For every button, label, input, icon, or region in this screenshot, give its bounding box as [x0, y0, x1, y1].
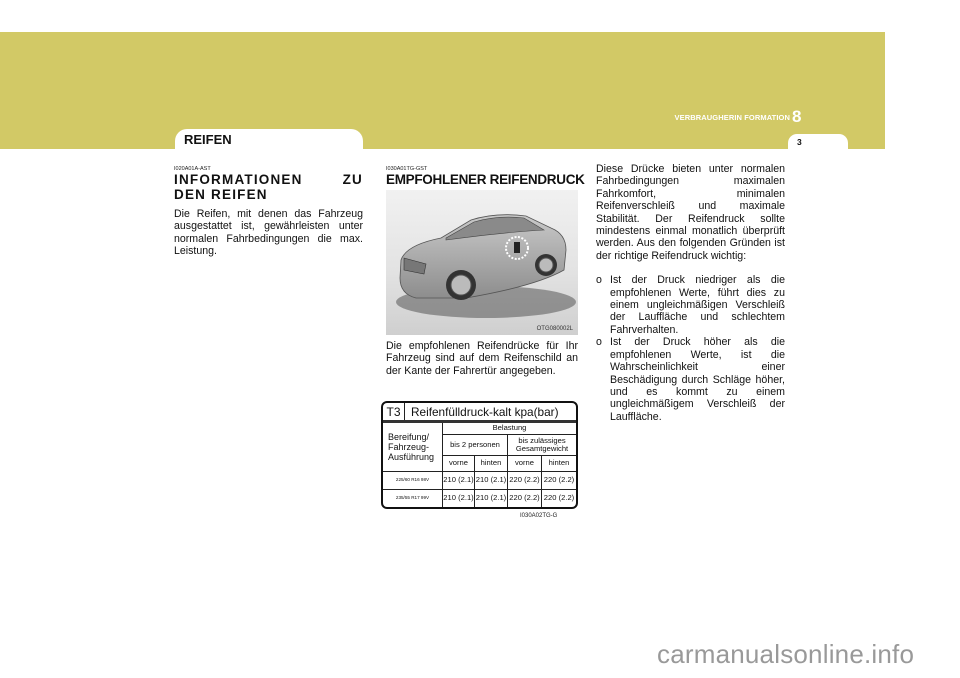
bullet-marker: o	[596, 274, 602, 287]
pressure-value: 210 (2.1)	[443, 472, 475, 490]
header-band	[0, 32, 885, 149]
column-tire-info	[174, 166, 363, 258]
pressure-value: 220 (2.2)	[543, 493, 575, 503]
column-pressure-reasons	[596, 163, 785, 423]
section-body: Die empfohlenen Reifendrücke für Ihr Fahrzeug sind auf dem Reifenschild an der Kante der Fahrertür angegeben.	[386, 340, 578, 377]
chapter-number: 8	[792, 107, 802, 126]
pressure-value: 210 (2.1)	[475, 472, 508, 490]
bullet-text: Ist der Druck höher als die empfohlenen Werte, ist die Wahrscheinlichkeit einer Beschädigung durch Schläge höher, und es kommt zu einem ungleichmäßigem Verschleiß der Lauffläche.	[610, 336, 785, 423]
pressure-value: 220 (2.2)	[508, 472, 542, 490]
axle-header: hinten	[542, 456, 576, 472]
table-title-row	[383, 403, 576, 423]
table-grid	[383, 423, 576, 508]
intro-paragraph: Diese Drücke bieten unter normalen Fahrbedingungen maximalen Fahrkomfort, minimalen Reifenverschleiß und maximale Stabilität. Der Reifendruck sollte mindestens einmal monatlich überprüft werden. Aus den folgenden Gründen ist der richtige Reifendruck wichtig:	[596, 163, 785, 262]
page-tab	[788, 134, 848, 149]
axle-header: vorne	[443, 456, 475, 472]
chapter-title: VERBRAUGHERIN FORMATION	[674, 113, 790, 122]
section-tab	[175, 129, 363, 149]
load-header: bis zulässiges Gesamtgewicht	[508, 435, 576, 456]
section-code: I030A01TG-GST	[386, 166, 428, 172]
list-item	[596, 274, 785, 336]
list-item	[596, 336, 785, 423]
table-caption: I030A02TG-G	[520, 513, 558, 519]
image-caption: OTG080002L	[536, 326, 573, 332]
row-header: Bereifung/ Fahrzeug- Ausführung	[383, 423, 443, 472]
axle-header: vorne	[508, 456, 542, 472]
group-header: Belastung	[443, 423, 576, 435]
bullet-text: Ist der Druck niedriger als die empfohlenen Werte, führt dies zu einem ungleichmäßigen Verschleiß der Lauffläche und schlechtem Fahrverhalten.	[610, 274, 785, 336]
table-id: T3	[383, 403, 405, 420]
section-heading: INFORMATIONEN ZU DEN REIFEN	[174, 172, 363, 202]
pressure-value: 210 (2.1)	[475, 490, 508, 507]
page-number: 3	[797, 137, 802, 147]
tire-pressure-table	[381, 401, 578, 509]
bullet-list	[596, 274, 785, 423]
car-icon	[386, 190, 578, 335]
pressure-value: 220 (2.2)	[542, 472, 576, 490]
section-body: Die Reifen, mit denen das Fahrzeug ausgestattet ist, gewährleisten unter normalen Fahrbedingungen die max. Leistung.	[174, 208, 363, 258]
section-label: REIFEN	[184, 132, 232, 147]
section-code: I020A01A-AST	[174, 166, 211, 172]
tire-size: 225/60 R16 98V	[383, 472, 443, 490]
section-heading: EMPFOHLENER REIFENDRUCK	[386, 172, 585, 187]
table-title: Reifenfülldruck-kalt kpa(bar)	[411, 404, 559, 419]
watermark: carmanualsonline.info	[657, 639, 915, 669]
car-illustration	[386, 190, 578, 335]
axle-header: hinten	[475, 456, 508, 472]
pressure-value: 220 (2.2)	[508, 490, 542, 507]
load-header: bis 2 personen	[443, 435, 508, 456]
bullet-marker: o	[596, 336, 602, 349]
column-tire-pressure	[386, 166, 585, 187]
pressure-value: 210 (2.1)	[443, 490, 475, 507]
tire-size: 235/55 R17 99V	[383, 490, 443, 507]
